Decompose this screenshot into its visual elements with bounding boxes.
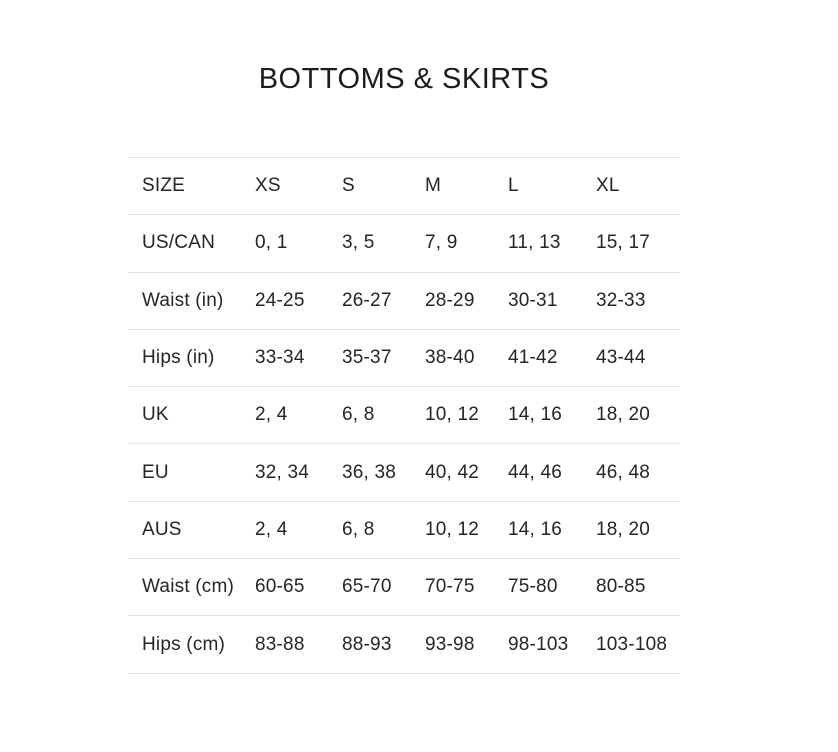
table-cell: 98-103 [508,633,569,655]
table-cell: 28-29 [425,289,475,311]
row-label: EU [142,461,169,483]
table-cell: 40, 42 [425,461,480,483]
column-header-l: L [508,175,519,197]
table-cell: 15, 17 [596,232,651,254]
table-row-waist-cm [128,558,680,615]
table-cell: 24-25 [255,289,305,311]
table-cell: 0, 1 [255,232,288,254]
size-chart-table [128,157,680,674]
table-cell: 38-40 [425,347,475,369]
table-cell: 60-65 [255,576,305,598]
row-label: Hips (in) [142,347,215,369]
table-cell: 11, 13 [508,232,561,254]
size-guide-content [128,0,680,752]
table-cell: 18, 20 [596,404,651,426]
table-cell: 14, 16 [508,518,563,540]
page-title: BOTTOMS & SKIRTS [258,63,550,95]
table-cell: 70-75 [425,576,475,598]
table-cell: 6, 8 [342,404,375,426]
table-cell: 35-37 [342,347,392,369]
table-row-hips-in [128,329,680,386]
table-cell: 65-70 [342,576,392,598]
table-header-row [128,157,680,214]
table-cell: 10, 12 [425,518,480,540]
table-cell: 80-85 [596,576,646,598]
row-label: AUS [142,518,182,540]
table-cell: 10, 12 [425,404,480,426]
row-label: Waist (in) [142,289,224,311]
table-row-us-can [128,214,680,271]
table-cell: 46, 48 [596,461,651,483]
table-cell: 6, 8 [342,518,375,540]
table-cell: 41-42 [508,347,558,369]
table-cell: 18, 20 [596,518,651,540]
table-row-uk [128,386,680,443]
row-label: Hips (cm) [142,633,226,655]
table-cell: 36, 38 [342,461,397,483]
column-header-s: S [342,175,355,197]
table-cell: 2, 4 [255,518,288,540]
table-cell: 33-34 [255,347,305,369]
table-row-aus [128,501,680,558]
table-cell: 32-33 [596,289,646,311]
table-cell: 93-98 [425,633,475,655]
table-cell: 43-44 [596,347,646,369]
table-cell: 44, 46 [508,461,563,483]
table-cell: 32, 34 [255,461,310,483]
table-cell: 88-93 [342,633,392,655]
table-row-waist-in [128,272,680,329]
table-cell: 3, 5 [342,232,375,254]
row-label: Waist (cm) [142,576,235,598]
table-cell: 2, 4 [255,404,288,426]
table-cell: 14, 16 [508,404,563,426]
column-header-xl: XL [596,175,620,197]
table-row-hips-cm [128,615,680,672]
row-label: UK [142,404,169,426]
table-cell: 7, 9 [425,232,458,254]
table-cell: 26-27 [342,289,392,311]
column-header-size: SIZE [142,175,186,197]
row-label: US/CAN [142,232,215,254]
column-header-m: M [425,175,442,197]
table-row-eu [128,443,680,500]
table-cell: 83-88 [255,633,305,655]
table-cell: 30-31 [508,289,558,311]
table-cell: 103-108 [596,633,668,655]
table-cell: 75-80 [508,576,558,598]
column-header-xs: XS [255,175,281,197]
